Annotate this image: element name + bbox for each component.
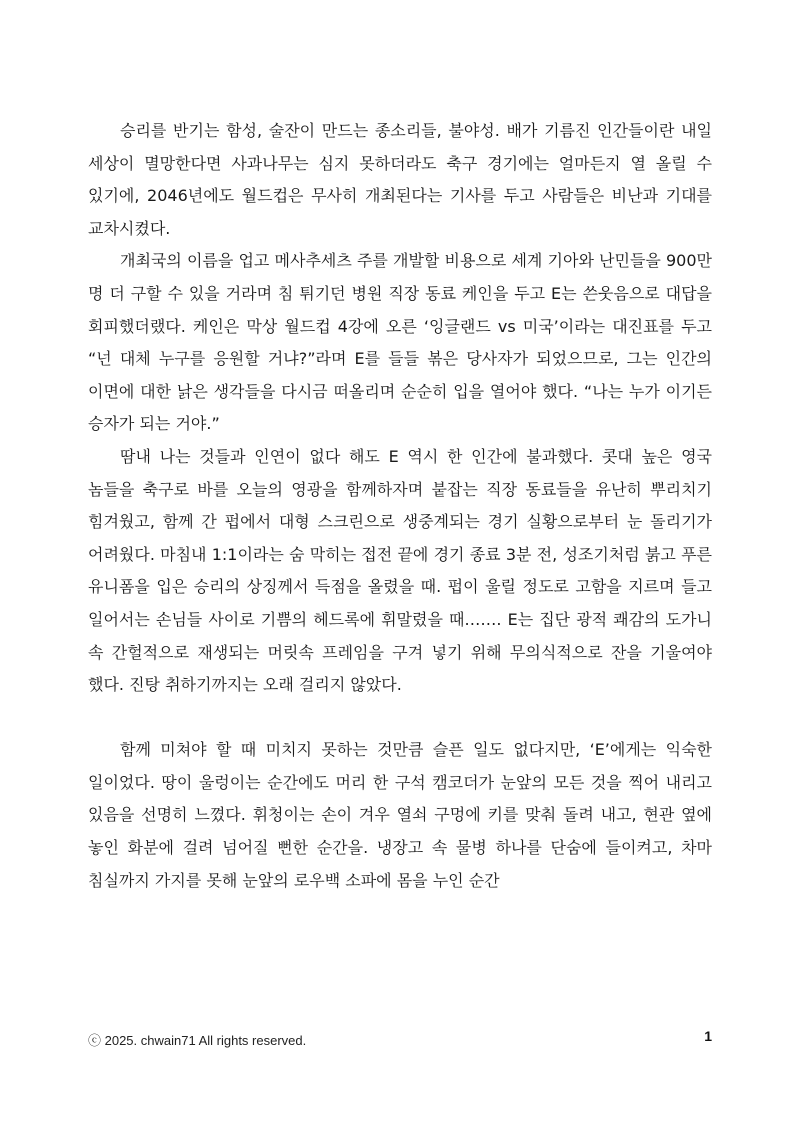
body-text — [88, 115, 712, 897]
paragraph-1: 승리를 반기는 함성, 술잔이 만드는 종소리들, 불야성. 배가 기름진 인간들이란 내일 세상이 멸망한다면 사과나무는 심지 못하더라도 축구 경기에는 얼마든지 열 올릴 수 있기에, 2046년에도 월드컵은 무사히 개최된다는 기사를 두고 사람들은 비난과 기대를 교차시켰다. — [88, 121, 712, 238]
paragraph-4: 함께 미쳐야 할 때 미치지 못하는 것만큼 슬픈 일도 없다지만, ‘E’에게는 익숙한 일이었다. 땅이 울렁이는 순간에도 머리 한 구석 캠코더가 눈앞의 모든 것을 찍어 내리고 있음을 선명히 느꼈다. 휘청이는 손이 겨우 열쇠 구멍에 키를 맞춰 돌려 내고, 현관 옆에 놓인 화분에 걸려 넘어질 뻔한 순간을. 냉장고 속 물병 하나를 단숨에 들이켜고, 차마 침실까지 가지를 못해 눈앞의 로우백 소파에 몸을 누인 순간 — [88, 740, 712, 890]
copyright-notice: ⓒ 2025. chwain71 All rights reserved. — [88, 1033, 307, 1048]
page-number: 1 — [704, 1028, 712, 1044]
paragraph-3: 땀내 나는 것들과 인연이 없다 해도 E 역시 한 인간에 불과했다. 콧대 높은 영국 놈들을 축구로 바를 오늘의 영광을 함께하자며 붙잡는 직장 동료들을 유난히 뿌리치기 힘겨웠고, 함께 간 펍에서 대형 스크린으로 생중계되는 경기 실황으로부터 눈 돌리기가 어려웠다. 마침내 1:1이라는 숨 막히는 접전 끝에 경기 종료 3분 전, 성조기처럼 붉고 푸른 유니폼을 입은 승리의 상징께서 득점을 올렸을 때. 펍이 울릴 정도로 고함을 지르며 들고 일어서는 손님들 사이로 기쁨의 헤드록에 휘말렸을 때……. E는 집단 광적 쾌감의 도가니 속 간헐적으로 재생되는 머릿속 프레임을 구겨 넣기 위해 무의식적으로 잔을 기울여야 했다. 진탕 취하기까지는 오래 걸리지 않았다. — [88, 446, 712, 695]
paragraph-2: 개최국의 이름을 업고 메사추세츠 주를 개발할 비용으로 세계 기아와 난민들을 900만 명 더 구할 수 있을 거라며 침 튀기던 병원 직장 동료 케인을 두고 E는 쓴웃음으로 대답을 회피했더랬다. 케인은 막상 월드컵 4강에 오른 ‘잉글랜드 vs 미국’이라는 대진표를 두고 “넌 대체 누구를 응원할 거냐?”라며 E를 들들 볶은 당사자가 되었으므로, 그는 인간의 이면에 대한 낡은 생각들을 다시금 떠올리며 순순히 입을 열어야 했다. “나는 누가 이기든 승자가 되는 거야.” — [88, 251, 712, 434]
section-break — [88, 702, 712, 735]
